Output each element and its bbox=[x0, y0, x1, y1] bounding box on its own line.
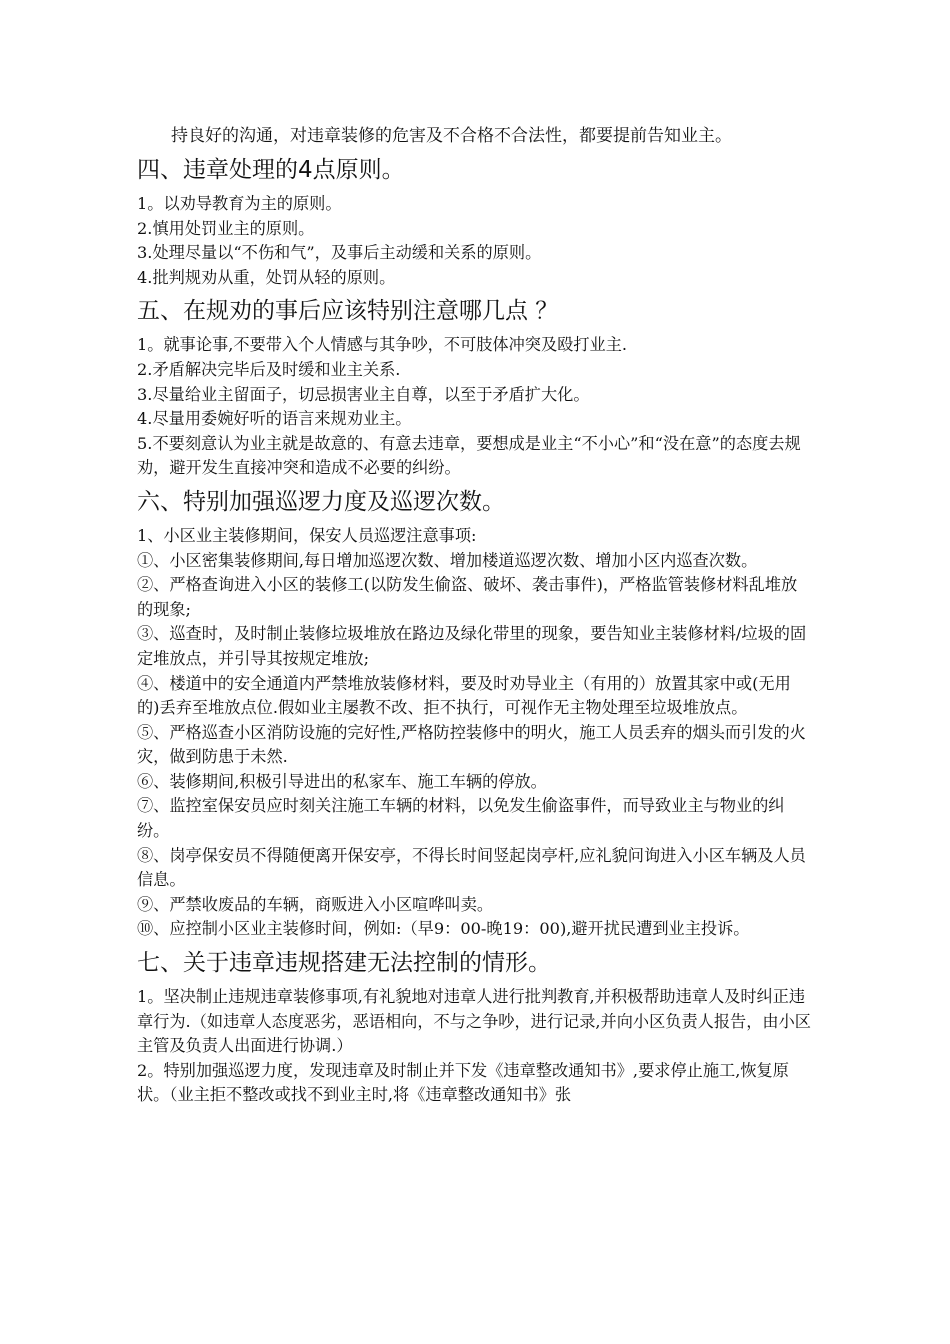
list-item: ②、严格查询进入小区的装修工(以防发生偷盗、破坏、袭击事件)，严格监管装修材料乱堆放的现象; bbox=[137, 575, 798, 619]
section-seven bbox=[137, 946, 813, 1108]
list-item: ④、楼道中的安全通道内严禁堆放装修材料，要及时劝导业主（有用的）放置其家中或(无用的)丢弃至堆放点位.假如业主屡教不改、拒不执行，可视作无主物处理至垃圾堆放点。 bbox=[137, 673, 791, 718]
list-item: 1。以劝导教育为主的原则。 bbox=[137, 194, 342, 213]
item-list bbox=[137, 192, 813, 290]
section-heading: 五、在规劝的事后应该特别注意哪几点 ？ bbox=[137, 298, 559, 325]
section-five bbox=[137, 294, 813, 481]
list-item: ⑥、装修期间,积极引导进出的私家车、施工车辆的停放。 bbox=[137, 771, 547, 791]
section-six bbox=[137, 485, 813, 942]
section-heading: 六、特别加强巡逻力度及巡逻次数。 bbox=[137, 488, 505, 515]
list-item: 4.尽量用委婉好听的语言来规劝业主。 bbox=[137, 409, 412, 429]
list-item: ①、小区密集装修期间,每日增加巡逻次数、增加楼道巡逻次数、增加小区内巡查次数。 bbox=[137, 550, 758, 570]
list-item: ⑤、严格巡查小区消防设施的完好性,严格防控装修中的明火，施工人员丢弃的烟头而引发的火灾，做到防患于未然. bbox=[137, 722, 806, 767]
list-item: 3.尽量给业主留面子，切忌损害业主自尊，以至于矛盾扩大化。 bbox=[137, 384, 590, 404]
list-item: ⑩、应控制小区业主装修时间，例如:（早9：00-晚19：00),避开扰民遭到业主投诉。 bbox=[137, 919, 750, 939]
list-item: 1。坚决制止违规违章装修事项,有礼貌地对违章人进行批判教育,并积极帮助违章人及时纠正违章行为.（如违章人态度恶劣，恶语相向，不与之争吵，进行记录,并向小区负责人报告，由小区主管及负责人出面进行协调.） bbox=[137, 987, 811, 1056]
list-item: 3.处理尽量以“不伤和气”，及事后主动缓和关系的原则。 bbox=[137, 243, 542, 263]
list-item: 2.矛盾解决完毕后及时缓和业主关系. bbox=[137, 359, 401, 379]
list-item: ⑨、严禁收废品的车辆，商贩进入小区喧哗叫卖。 bbox=[137, 894, 494, 914]
list-item: ⑧、岗亭保安员不得随便离开保安亭，不得长时间竖起岗亭杆,应礼貌问询进入小区车辆及人员信息。 bbox=[137, 845, 806, 890]
list-item: 5.不要刻意认为业主就是故意的、有意去违章，要想成是业主“不小心”和“没在意”的态度去规劝，避开发生直接冲突和造成不必要的纠纷。 bbox=[137, 433, 801, 478]
section-heading: 四、违章处理的4点原则。 bbox=[137, 157, 405, 183]
list-item: 1。就事论事,不要带入个人情感与其争吵，不可肢体冲突及殴打业主. bbox=[137, 335, 628, 355]
list-item: 2.慎用处罚业主的原则。 bbox=[137, 218, 315, 238]
list-item: 2。特别加强巡逻力度，发现违章及时制止并下发《违章整改通知书》,要求停止施工,恢复原状。（业主拒不整改或找不到业主时,将《违章整改通知书》张 bbox=[137, 1060, 789, 1105]
list-item: ③、巡查时，及时制止装修垃圾堆放在路边及绿化带里的现象，要告知业主装修材料/垃圾的固定堆放点，并引导其按规定堆放; bbox=[137, 624, 807, 668]
intro-paragraph: 持良好的沟通，对违章装修的危害及不合格不合法性，都要提前告知业主。 bbox=[171, 126, 732, 146]
section-heading: 七、关于违章违规搭建无法控制的情形。 bbox=[137, 950, 551, 977]
item-list bbox=[137, 333, 813, 481]
list-item: 4.批判规劝从重，处罚从轻的原则。 bbox=[137, 267, 396, 287]
item-list bbox=[137, 985, 813, 1108]
item-list bbox=[137, 524, 813, 942]
list-item: ⑦、监控室保安员应时刻关注施工车辆的材料，以免发生偷盗事件，而导致业主与物业的纠纷。 bbox=[137, 796, 785, 841]
list-item: 1、小区业主装修期间，保安人员巡逻注意事项: bbox=[137, 525, 477, 545]
document-page bbox=[137, 124, 813, 1108]
section-four bbox=[137, 153, 813, 290]
